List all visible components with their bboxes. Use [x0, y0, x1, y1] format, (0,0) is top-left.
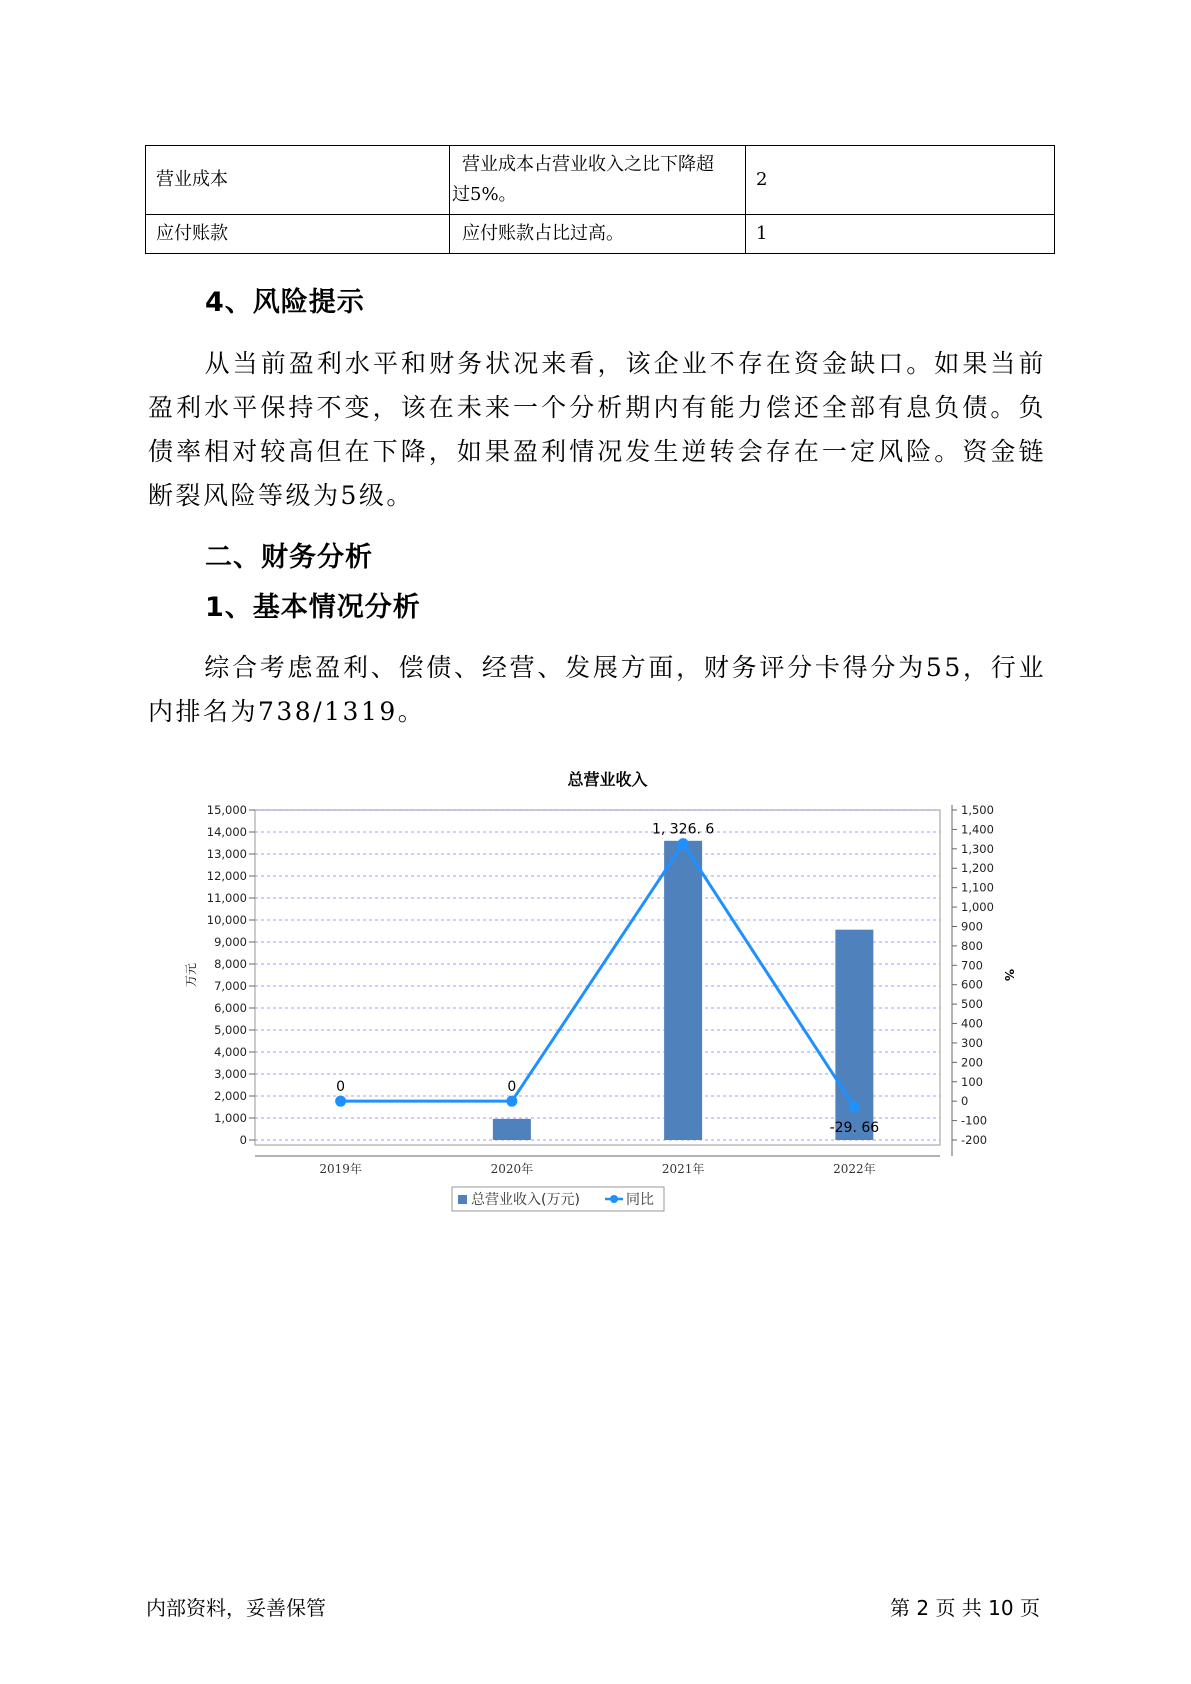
- y2-tick-label: 400: [961, 1016, 983, 1031]
- x-tick-label: 2021年: [661, 1162, 705, 1176]
- y2-tick-label: 900: [961, 919, 983, 934]
- risk-paragraph: [148, 342, 1046, 518]
- y-tick-label: 12,000: [206, 869, 247, 883]
- y-tick-label: 13,000: [206, 847, 247, 861]
- y2-tick-label: 200: [961, 1055, 983, 1070]
- y-tick-label: 1,000: [214, 1111, 247, 1125]
- table-cell-score: 2: [746, 146, 1055, 215]
- legend-swatch-point: [610, 1195, 618, 1203]
- table-row: [146, 215, 1055, 254]
- basic-paragraph-text: 综合考虑盈利、偿债、经营、发展方面，财务评分卡得分为55，行业内排名为738/1319。: [148, 653, 1046, 726]
- y2-tick-label: 1,300: [961, 841, 994, 856]
- y-tick-label: 10,000: [206, 913, 247, 927]
- x-tick-label: 2020年: [490, 1162, 534, 1176]
- line-point: [849, 1101, 860, 1112]
- y2-tick-label: 1,500: [961, 803, 994, 817]
- legend-swatch-bar: [458, 1195, 467, 1204]
- y-tick-label: 4,000: [214, 1045, 247, 1059]
- desc-line1: 应付账款占比过高。: [462, 223, 624, 244]
- criteria-table: [145, 145, 1055, 254]
- y-tick-label: 7,000: [214, 979, 247, 993]
- y-tick-label: 0: [239, 1133, 247, 1147]
- y-tick-label: 9,000: [214, 935, 247, 949]
- x-tick-label: 2022年: [833, 1162, 876, 1176]
- y-tick-label: 15,000: [206, 803, 247, 817]
- data-label: -29. 66: [829, 1119, 880, 1136]
- y-axis-label: 万元: [184, 962, 198, 988]
- y-tick-label: 8,000: [214, 957, 247, 971]
- table-row: [146, 146, 1055, 215]
- data-label: 1, 326. 6: [651, 821, 715, 838]
- y2-tick-label: 1,100: [961, 880, 994, 895]
- y-tick-label: 11,000: [206, 891, 247, 905]
- y-tick-label: 2,000: [214, 1089, 247, 1103]
- line-point: [678, 838, 689, 849]
- y2-tick-label: 500: [961, 997, 983, 1012]
- y2-tick-label: 700: [961, 958, 983, 973]
- risk-paragraph-text: 从当前盈利水平和财务状况来看，该企业不存在资金缺口。如果当前盈利水平保持不变，该在未来一个分析期内有能力偿还全部有息负债。负债率相对较高但在下降，如果盈利情况发生逆转会存在一定风险。资金链断裂风险等级为5级。: [148, 349, 1046, 510]
- desc-line2: 过5%。: [452, 184, 517, 205]
- table-cell-item: 应付账款: [146, 215, 450, 254]
- y2-tick-label: 800: [961, 938, 983, 953]
- line-point: [506, 1096, 517, 1107]
- y2-axis-label: %: [1002, 968, 1016, 982]
- y2-tick-label: 0: [961, 1094, 969, 1109]
- y2-tick-label: -200: [961, 1133, 988, 1147]
- x-tick-label: 2019年: [319, 1162, 362, 1176]
- y-tick-label: 6,000: [214, 1001, 247, 1015]
- section-heading-basic: 1、基本情况分析: [205, 592, 421, 623]
- data-label: 0: [507, 1079, 517, 1096]
- y-tick-label: 3,000: [214, 1067, 247, 1081]
- section-heading-risk: 4、风险提示: [205, 287, 365, 318]
- legend-label-line: 同比: [626, 1192, 654, 1208]
- y2-tick-label: 1,200: [961, 861, 994, 876]
- y2-tick-label: 1,000: [961, 900, 994, 915]
- y2-tick-label: 300: [961, 1035, 983, 1050]
- y2-tick-label: 100: [961, 1074, 983, 1089]
- bar: [493, 1119, 531, 1140]
- data-label: 0: [336, 1079, 346, 1096]
- footer-page-number: 第 2 页 共 10 页: [890, 1596, 1040, 1620]
- y2-tick-label: -100: [961, 1113, 988, 1128]
- y-tick-label: 14,000: [206, 825, 247, 839]
- chart-title: 总营业收入: [567, 770, 648, 789]
- table-cell-score: 1: [746, 215, 1055, 254]
- bar: [664, 841, 702, 1140]
- table-cell-desc: [450, 215, 746, 254]
- basic-paragraph: [148, 646, 1046, 734]
- y2-tick-label: 1,400: [961, 822, 994, 837]
- revenue-chart: [180, 760, 1020, 1220]
- desc-line1: 营业成本占营业收入之比下降超: [462, 154, 714, 175]
- table-cell-item: 营业成本: [146, 146, 450, 215]
- legend-label-bar: 总营业收入(万元): [471, 1192, 580, 1208]
- part-heading-financial: 二、财务分析: [205, 542, 373, 573]
- y-tick-label: 5,000: [214, 1023, 247, 1037]
- table-cell-desc: [450, 146, 746, 215]
- line-point: [335, 1096, 346, 1107]
- footer-confidential: 内部资料，妥善保管: [146, 1596, 326, 1620]
- y2-tick-label: 600: [961, 977, 983, 992]
